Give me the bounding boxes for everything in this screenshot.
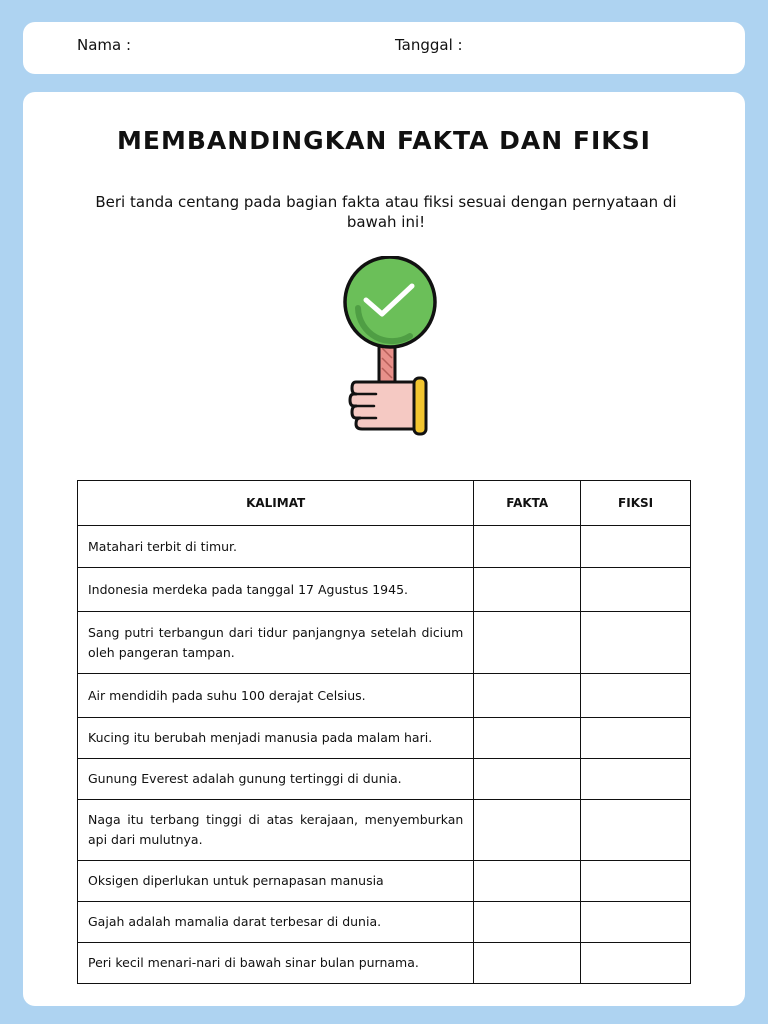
fiksi-checkbox-cell[interactable] <box>581 674 691 718</box>
table-row <box>78 612 691 674</box>
table-row <box>78 800 691 861</box>
sentence-cell: Sang putri terbangun dari tidur panjangnya setelah dicium oleh pangeran tampan. <box>78 612 474 674</box>
header-kalimat: KALIMAT <box>78 481 474 526</box>
fact-fiction-table <box>77 480 691 984</box>
fakta-checkbox-cell[interactable] <box>474 759 581 800</box>
sentence-cell: Indonesia merdeka pada tanggal 17 Agustus 1945. <box>78 568 474 612</box>
table-row <box>78 674 691 718</box>
sentence-cell: Air mendidih pada suhu 100 derajat Celsius. <box>78 674 474 718</box>
fiksi-checkbox-cell[interactable] <box>581 800 691 861</box>
fiksi-checkbox-cell[interactable] <box>581 568 691 612</box>
worksheet-card <box>23 92 745 1006</box>
fakta-checkbox-cell[interactable] <box>474 612 581 674</box>
table-row <box>78 943 691 984</box>
table-row <box>78 526 691 568</box>
fakta-checkbox-cell[interactable] <box>474 902 581 943</box>
sentence-cell: Matahari terbit di timur. <box>78 526 474 568</box>
sentence-cell: Gunung Everest adalah gunung tertinggi di dunia. <box>78 759 474 800</box>
table-row <box>78 718 691 759</box>
fiksi-checkbox-cell[interactable] <box>581 861 691 902</box>
student-info-bar <box>23 22 745 74</box>
fiksi-checkbox-cell[interactable] <box>581 612 691 674</box>
sentence-cell: Naga itu terbang tinggi di atas kerajaan, menyemburkan api dari mulutnya. <box>78 800 474 861</box>
fiksi-checkbox-cell[interactable] <box>581 526 691 568</box>
date-label: Tanggal : <box>395 36 463 54</box>
name-label: Nama : <box>77 36 132 54</box>
header-fakta: FAKTA <box>474 481 581 526</box>
table-row <box>78 902 691 943</box>
fakta-checkbox-cell[interactable] <box>474 526 581 568</box>
worksheet-title: MEMBANDINGKAN FAKTA DAN FIKSI <box>117 126 651 155</box>
table-row <box>78 568 691 612</box>
fakta-checkbox-cell[interactable] <box>474 943 581 984</box>
fakta-checkbox-cell[interactable] <box>474 674 581 718</box>
table-header-row <box>78 481 691 526</box>
fakta-checkbox-cell[interactable] <box>474 800 581 861</box>
fiksi-checkbox-cell[interactable] <box>581 759 691 800</box>
sentence-cell: Gajah adalah mamalia darat terbesar di dunia. <box>78 902 474 943</box>
fiksi-checkbox-cell[interactable] <box>581 943 691 984</box>
sentence-cell: Oksigen diperlukan untuk pernapasan manusia <box>78 861 474 902</box>
table-row <box>78 861 691 902</box>
sentence-cell: Kucing itu berubah menjadi manusia pada malam hari. <box>78 718 474 759</box>
fiksi-checkbox-cell[interactable] <box>581 718 691 759</box>
fakta-checkbox-cell[interactable] <box>474 568 581 612</box>
hand-holding-checkmark-sign-icon <box>340 256 440 438</box>
fakta-checkbox-cell[interactable] <box>474 718 581 759</box>
worksheet-instruction: Beri tanda centang pada bagian fakta atau fiksi sesuai dengan pernyataan di bawah ini! <box>95 193 677 231</box>
sentence-cell: Peri kecil menari-nari di bawah sinar bulan purnama. <box>78 943 474 984</box>
table-row <box>78 759 691 800</box>
fakta-checkbox-cell[interactable] <box>474 861 581 902</box>
fiksi-checkbox-cell[interactable] <box>581 902 691 943</box>
header-fiksi: FIKSI <box>581 481 691 526</box>
